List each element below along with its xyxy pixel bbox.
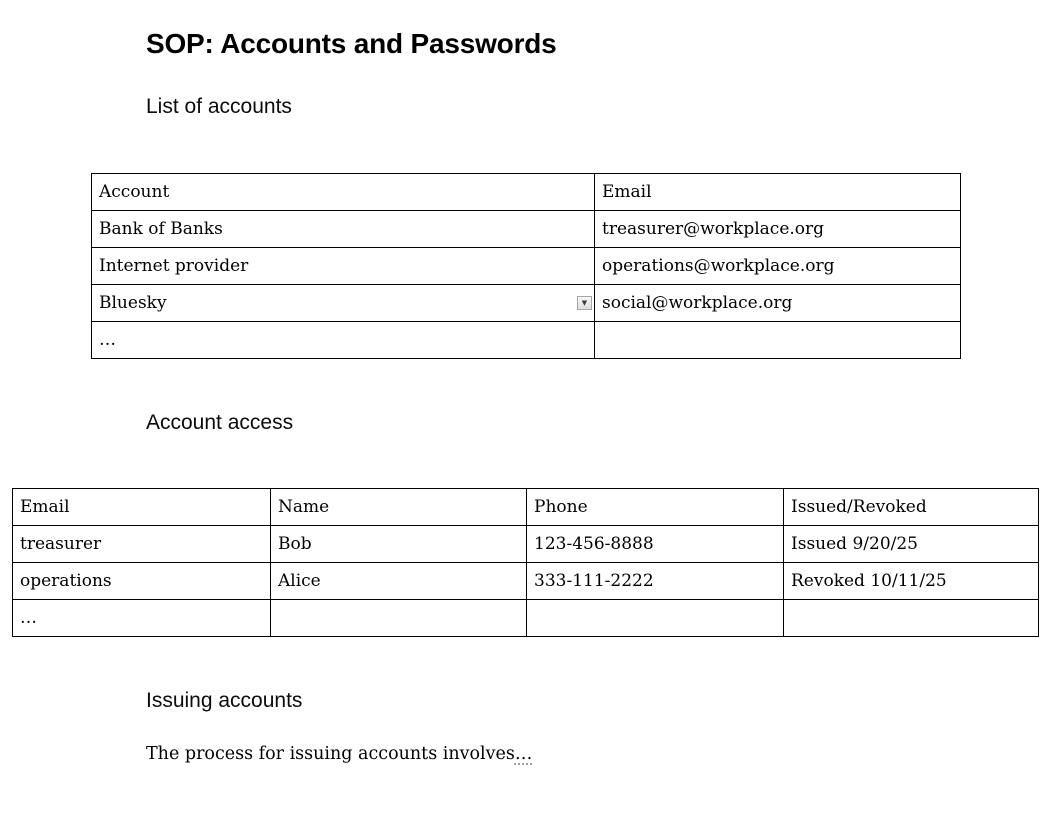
cell-email: treasurer	[13, 526, 271, 563]
table-row	[13, 600, 1039, 637]
cell-name	[271, 600, 527, 637]
cell-text: Bluesky	[99, 293, 167, 313]
access-table-header-row	[13, 489, 1039, 526]
cell-email: …	[13, 600, 271, 637]
heading-account-access: Account access	[146, 411, 294, 434]
cell-account-email: operations@workplace.org	[595, 248, 961, 285]
cell-email: operations	[13, 563, 271, 600]
chevron-down-icon: ▼	[581, 298, 588, 307]
table-row	[92, 322, 961, 359]
table-row	[92, 248, 961, 285]
cell-name: Alice	[271, 563, 527, 600]
cell-phone: 333-111-2222	[527, 563, 784, 600]
cell-account-name: Bank of Banks	[92, 211, 595, 248]
cell-issued-revoked: Issued 9/20/25	[784, 526, 1039, 563]
cell-account-email	[595, 322, 961, 359]
accounts-header-email: Email	[595, 174, 961, 211]
cell-phone	[527, 600, 784, 637]
access-table	[12, 488, 1039, 637]
heading-list-of-accounts: List of accounts	[146, 95, 292, 118]
heading-issuing-accounts: Issuing accounts	[146, 689, 303, 712]
table-row	[13, 526, 1039, 563]
accounts-header-account: Account	[92, 174, 595, 211]
document-title: SOP: Accounts and Passwords	[146, 28, 557, 59]
access-header-email: Email	[13, 489, 271, 526]
cell-account-email: social@workplace.org	[595, 285, 961, 322]
cell-issued-revoked: Revoked 10/11/25	[784, 563, 1039, 600]
access-header-phone: Phone	[527, 489, 784, 526]
accounts-table	[91, 173, 961, 359]
table-row	[92, 211, 961, 248]
cell-account-email: treasurer@workplace.org	[595, 211, 961, 248]
accounts-table-header-row	[92, 174, 961, 211]
cell-account-name: …	[92, 322, 595, 359]
issuing-paragraph	[146, 744, 532, 764]
cell-dropdown-button[interactable]	[577, 296, 592, 310]
access-header-issued-revoked: Issued/Revoked	[784, 489, 1039, 526]
cell-account-name	[92, 285, 595, 322]
cell-account-name: Internet provider	[92, 248, 595, 285]
cell-name: Bob	[271, 526, 527, 563]
proofing-ellipsis: …	[514, 743, 533, 764]
cell-phone: 123-456-8888	[527, 526, 784, 563]
access-header-name: Name	[271, 489, 527, 526]
table-row	[13, 563, 1039, 600]
table-row	[92, 285, 961, 322]
paragraph-text: The process for issuing accounts involves	[146, 743, 515, 764]
cell-issued-revoked	[784, 600, 1039, 637]
